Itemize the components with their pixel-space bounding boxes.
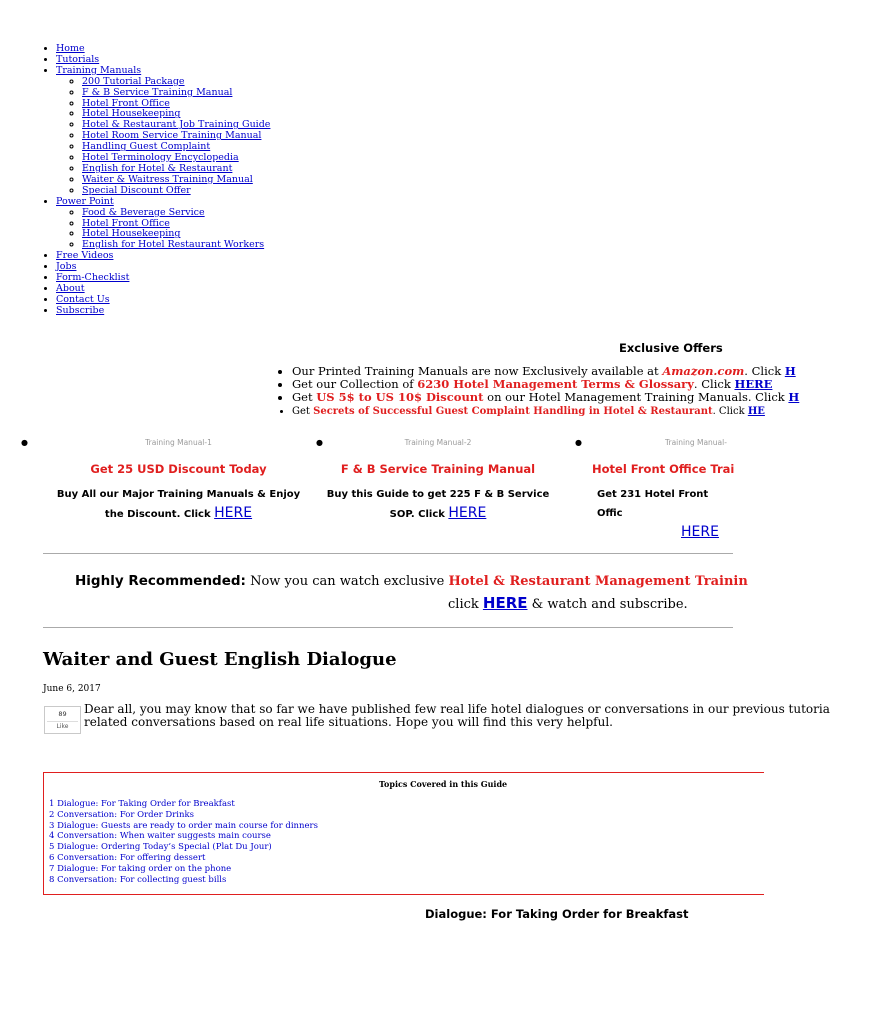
intro-line: Dear all, you may know that so far we have published few real life hotel dialogues or conversations in our previous tutoria <box>84 702 830 716</box>
submenu-link[interactable]: English for Hotel & Restaurant <box>82 162 233 174</box>
training-box <box>575 436 735 543</box>
submenu-link[interactable]: 200 Tutorial Package <box>82 75 185 87</box>
toc-item[interactable]: 3 Dialogue: Guests are ready to order main course for dinners <box>49 820 318 831</box>
page-title: Waiter and Guest English Dialogue <box>43 649 397 670</box>
submenu-link[interactable]: Hotel Housekeeping <box>82 108 181 120</box>
toc-item[interactable]: 1 Dialogue: For Taking Order for Breakfast <box>49 799 235 809</box>
offer-highlight: 6230 Hotel Management Terms & Glossary <box>417 377 694 392</box>
offer-link[interactable]: HE <box>747 405 765 417</box>
offer-text: Get our Collection of <box>292 377 418 392</box>
training-box <box>21 436 301 524</box>
training-box-link[interactable]: HERE <box>448 505 487 521</box>
nav-item-training-manuals[interactable] <box>56 66 270 197</box>
recommended-pre: click <box>448 597 483 612</box>
toc-item[interactable]: 2 Conversation: For Order Drinks <box>49 809 194 820</box>
training-box-desc-text: Get 231 Hotel Front Offic <box>597 489 709 519</box>
submenu-link[interactable]: F & B Service Training Manual <box>82 86 233 98</box>
submenu-link[interactable]: Hotel Housekeeping <box>82 228 181 240</box>
training-manuals-submenu <box>56 77 270 197</box>
offer-tail: . Click <box>693 377 735 392</box>
offer-item <box>292 405 892 418</box>
submenu-link[interactable]: Waiter & Waitress Training Manual <box>82 173 253 185</box>
training-box-label: Training Manual- <box>665 438 727 447</box>
nav-link-tutorials[interactable]: Tutorials <box>56 53 100 65</box>
toc-item[interactable]: 8 Conversation: For collecting guest bills <box>49 874 227 885</box>
offer-link[interactable]: H <box>784 364 796 378</box>
bullet-icon: ● <box>21 438 28 447</box>
section-heading: Dialogue: For Taking Order for Breakfast <box>425 907 689 921</box>
toc-item[interactable]: 6 Conversation: For offering dessert <box>49 852 206 863</box>
nav-link-jobs[interactable]: Jobs <box>56 261 77 273</box>
submenu-link[interactable]: Hotel & Restaurant Job Training Guide <box>82 119 271 131</box>
nav-link-home[interactable]: Home <box>56 43 85 54</box>
offer-item <box>292 391 892 404</box>
toc-item[interactable]: 7 Dialogue: For taking order on the phone <box>49 863 232 874</box>
offer-highlight: Secrets of Successful Guest Complaint Handling in Hotel & Restaurant <box>313 405 713 417</box>
nav-link-form-checklist[interactable]: Form-Checklist <box>56 272 130 284</box>
submenu-link[interactable]: English for Hotel Restaurant Workers <box>82 239 265 251</box>
training-box-desc-text: Buy this Guide to get 225 F & B Service SOP. Click <box>326 489 550 520</box>
post-date: June 6, 2017 <box>43 684 101 694</box>
offer-tail: on our Hotel Management Training Manuals. Click <box>483 390 789 405</box>
training-box-title: Get 25 USD Discount Today <box>90 462 267 476</box>
submenu-link[interactable]: Hotel Terminology Encyclopedia <box>82 152 239 164</box>
toc-item[interactable]: 5 Dialogue: Ordering Today’s Special (Plat Du Jour) <box>49 842 272 853</box>
bullet-icon: ● <box>575 438 582 447</box>
power-point-submenu <box>56 208 270 252</box>
submenu-link[interactable]: Hotel Front Office <box>82 97 170 109</box>
divider <box>43 553 733 554</box>
divider <box>43 627 733 628</box>
recommended-cta <box>448 594 688 612</box>
training-box-desc-text: Buy All our Major Training Manuals & Enjoy the Discount. Click <box>56 489 301 520</box>
offer-text: Our Printed Training Manuals are now Exclusively available at <box>292 364 663 378</box>
nav-link-about[interactable]: About <box>56 282 85 294</box>
offer-highlight: US 5$ to US 10$ Discount <box>316 390 484 405</box>
training-box-title: Hotel Front Office Trai <box>592 462 735 476</box>
like-count: 89 <box>58 710 67 718</box>
exclusive-offers-list <box>276 365 892 418</box>
bullet-icon: ● <box>316 438 323 447</box>
nav-item-subscribe[interactable] <box>56 306 270 317</box>
offer-link[interactable]: H <box>788 390 800 405</box>
recommended-link[interactable]: HERE <box>482 594 528 612</box>
training-box-desc <box>56 485 301 524</box>
offer-tail: . Click <box>744 364 785 378</box>
nav-item-free-videos[interactable] <box>56 251 270 262</box>
offer-highlight: Amazon.com <box>662 364 745 378</box>
nav-link-training-manuals[interactable]: Training Manuals <box>56 64 142 76</box>
nav-item-power-point[interactable] <box>56 197 270 252</box>
submenu-link[interactable]: Special Discount Offer <box>82 184 191 196</box>
training-box-desc <box>575 485 735 543</box>
nav-item-form-checklist[interactable] <box>56 273 270 284</box>
table-of-contents <box>43 772 764 895</box>
recommended-highlight: Hotel & Restaurant Management Trainin <box>448 574 748 589</box>
recommended-post: & watch and subscribe. <box>527 597 688 612</box>
main-nav <box>0 44 270 317</box>
training-box-label: Training Manual-2 <box>404 438 472 447</box>
toc-list <box>49 799 318 885</box>
submenu-link[interactable]: Food & Beverage Service <box>82 206 205 218</box>
nav-link-contact-us[interactable]: Contact Us <box>56 293 110 305</box>
offer-text: Get <box>292 405 314 417</box>
article-intro <box>84 702 830 729</box>
toc-item[interactable]: 4 Conversation: When waiter suggests main course <box>49 831 271 842</box>
nav-link-free-videos[interactable]: Free Videos <box>56 250 114 262</box>
toc-title: Topics Covered in this Guide <box>379 779 508 789</box>
offer-link[interactable]: HERE <box>734 377 773 392</box>
recommended-text: Now you can watch exclusive <box>245 574 449 589</box>
training-box-link[interactable]: HERE <box>681 524 719 540</box>
training-box-desc <box>318 485 558 524</box>
training-box-label: Training Manual-1 <box>145 438 212 447</box>
training-box-link[interactable]: HERE <box>214 505 253 521</box>
intro-line: related conversations based on real life situations. Hope you will find this very helpful. <box>84 715 613 729</box>
nav-link-subscribe[interactable]: Subscribe <box>56 304 105 316</box>
offer-text: Get <box>292 390 317 405</box>
facebook-like-button[interactable] <box>44 706 81 734</box>
submenu-link[interactable]: Hotel Front Office <box>82 217 170 229</box>
submenu-link[interactable]: Handling Guest Complaint <box>82 141 211 153</box>
training-box <box>318 436 558 524</box>
training-box-title: F & B Service Training Manual <box>340 462 536 476</box>
like-label: Like <box>47 721 78 731</box>
offer-tail: . Click <box>712 405 748 417</box>
recommended-line <box>75 573 748 589</box>
nav-link-power-point[interactable]: Power Point <box>56 195 114 207</box>
recommended-key: Highly Recommended: <box>75 573 246 589</box>
submenu-link[interactable]: Hotel Room Service Training Manual <box>82 130 262 142</box>
exclusive-offers-title: Exclusive Offers <box>619 341 723 355</box>
